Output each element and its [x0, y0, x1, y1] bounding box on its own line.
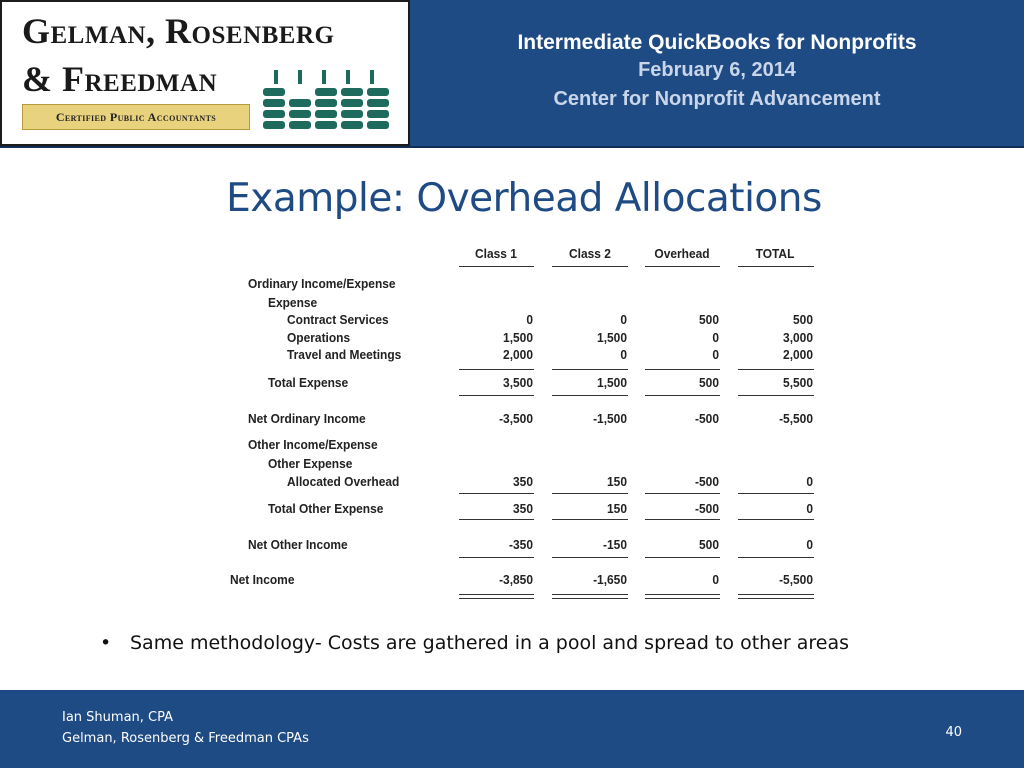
course-venue: Center for Nonprofit Advancement	[553, 88, 881, 110]
report-row-label: Allocated Overhead	[287, 474, 400, 489]
column-rule	[552, 369, 628, 370]
report-row-label: Other Income/Expense	[248, 437, 378, 452]
report-cell: 150	[607, 501, 627, 516]
slide-footer	[0, 690, 1024, 768]
report-cell: -3,850	[499, 572, 533, 587]
column-rule	[645, 493, 720, 494]
report-cell: 0	[806, 537, 813, 552]
column-rule	[738, 369, 814, 370]
column-rule	[645, 557, 720, 558]
bullet-dot-icon: •	[100, 632, 112, 654]
column-rule	[459, 557, 534, 558]
report-cell: 0	[806, 474, 813, 489]
report-cell: 0	[712, 330, 719, 345]
double-underline	[552, 598, 628, 599]
column-rule	[738, 266, 814, 267]
column-rule	[552, 557, 628, 558]
report-row-label: Travel and Meetings	[287, 347, 402, 362]
report-cell: -500	[695, 501, 719, 516]
report-cell: -3,500	[499, 411, 533, 426]
bullet-text: Same methodology- Costs are gathered in a pool and spread to other areas	[130, 632, 850, 654]
report-row-label: Net Income	[230, 572, 295, 587]
double-underline	[738, 598, 814, 599]
column-rule	[645, 266, 720, 267]
report-cell: 500	[699, 312, 719, 327]
double-underline	[459, 598, 534, 599]
report-cell: 350	[513, 501, 533, 516]
logo-line-2: & Freedman	[22, 59, 218, 99]
double-underline	[552, 594, 628, 595]
report-cell: -150	[603, 537, 627, 552]
report-cell: 3,500	[503, 375, 533, 390]
report-row-label: Expense	[268, 295, 318, 310]
report-cell: 150	[607, 474, 627, 489]
column-rule	[552, 519, 628, 520]
logo-line-1: Gelman, Rosenberg	[22, 11, 335, 51]
report-row-label: Other Expense	[268, 456, 353, 471]
column-rule	[738, 557, 814, 558]
report-cell: 0	[620, 312, 627, 327]
report-row-label: Ordinary Income/Expense	[248, 276, 396, 291]
column-rule	[645, 369, 720, 370]
column-rule	[645, 395, 720, 396]
report-cell: 0	[712, 572, 719, 587]
column-rule	[738, 519, 814, 520]
double-underline	[645, 598, 720, 599]
double-underline	[459, 594, 534, 595]
report-cell: 2,000	[503, 347, 533, 362]
presenter-name: Ian Shuman, CPA	[62, 710, 174, 725]
column-rule	[738, 395, 814, 396]
report-row-label: Operations	[287, 330, 351, 345]
column-rule	[552, 266, 628, 267]
report-column-header: Overhead	[654, 246, 710, 261]
column-rule	[459, 519, 534, 520]
course-title: Intermediate QuickBooks for Nonprofits	[517, 31, 917, 54]
report-column-header: Class 1	[475, 246, 517, 261]
column-rule	[738, 493, 814, 494]
column-rule	[459, 266, 534, 267]
report-cell: -1,650	[593, 572, 627, 587]
report-cell: 2,000	[783, 347, 813, 362]
column-rule	[459, 493, 534, 494]
report-column-header: Class 2	[569, 246, 611, 261]
page-number: 40	[945, 725, 962, 740]
report-row-label: Total Expense	[268, 375, 349, 390]
column-rule	[552, 493, 628, 494]
report-cell: 1,500	[503, 330, 533, 345]
column-rule	[459, 395, 534, 396]
report-cell: 5,500	[783, 375, 813, 390]
bullet-item	[100, 632, 849, 654]
firm-name: Gelman, Rosenberg & Freedman CPAs	[62, 731, 309, 746]
report-column-header: TOTAL	[755, 246, 795, 261]
report-cell: -5,500	[779, 572, 813, 587]
double-underline	[645, 594, 720, 595]
column-rule	[645, 519, 720, 520]
report-cell: 350	[513, 474, 533, 489]
column-rule	[552, 395, 628, 396]
report-row-label: Total Other Expense	[268, 501, 384, 516]
report-cell: -500	[695, 411, 719, 426]
report-cell: 0	[712, 347, 719, 362]
column-rule	[459, 369, 534, 370]
report-cell: 1,500	[597, 375, 627, 390]
report-row-label: Contract Services	[287, 312, 389, 327]
report-cell: 500	[699, 375, 719, 390]
report-cell: 0	[806, 501, 813, 516]
report-cell: 3,000	[783, 330, 813, 345]
logo-tagline: Certified Public Accountants	[22, 104, 250, 130]
report-row-label: Net Ordinary Income	[248, 411, 366, 426]
course-date: February 6, 2014	[638, 59, 796, 81]
report-cell: -5,500	[779, 411, 813, 426]
report-cell: 0	[526, 312, 533, 327]
report-cell: 500	[793, 312, 813, 327]
report-cell: 500	[699, 537, 719, 552]
slide-title: Example: Overhead Allocations	[226, 176, 822, 221]
report-cell: -500	[695, 474, 719, 489]
double-underline	[738, 594, 814, 595]
report-row-label: Net Other Income	[248, 537, 348, 552]
report-cell: -350	[509, 537, 533, 552]
report-cell: 0	[620, 347, 627, 362]
report-cell: 1,500	[597, 330, 627, 345]
report-cell: -1,500	[593, 411, 627, 426]
